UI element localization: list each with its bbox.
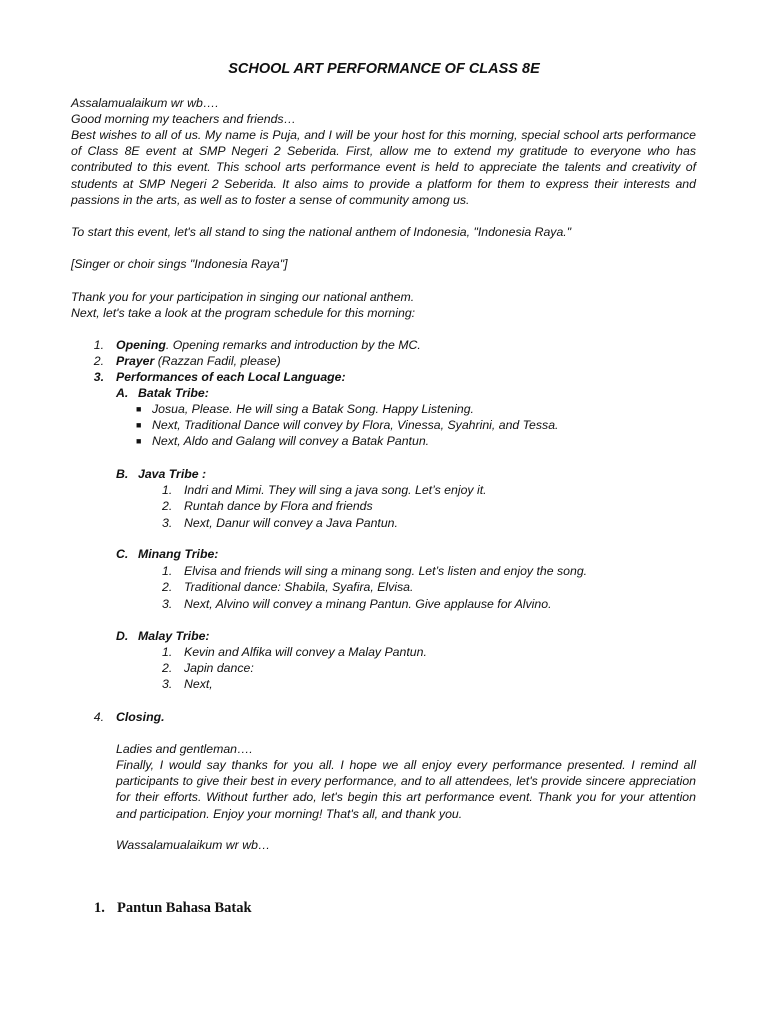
square-bullet-icon: ■ <box>136 420 142 430</box>
tribe-letter: A. <box>116 386 129 400</box>
tribe-heading-batak: Batak Tribe: <box>138 386 209 400</box>
sub-item-number: 2. <box>162 499 173 513</box>
sub-item-number: 1. <box>162 483 173 497</box>
closing-greeting: Ladies and gentleman…. <box>116 742 253 756</box>
program-item-performances: Performances of each Local Language: <box>116 370 346 384</box>
program-item-title: Prayer <box>116 354 155 368</box>
thanks-line: Thank you for your participation in singing our national anthem. <box>71 290 415 304</box>
program-item-number: 4. <box>93 710 104 724</box>
section-heading: Pantun Bahasa Batak <box>117 900 252 916</box>
closing-paragraph: Finally, I would say thanks for you all. I hope we all enjoy every performance presented. I remind all participants to give their best in every performance, and to all attendees, let's provide sincere appreciation for their efforts. Without further ado, let's begin this art performance event. Thank you for your attention and participation. Enjoy your morning! That's all, and thank you. <box>116 758 696 821</box>
sub-item-number: 3. <box>162 516 173 530</box>
program-item-number: 1. <box>93 338 104 352</box>
sub-item-number: 2. <box>162 580 173 594</box>
program-item-closing: Closing. <box>116 710 165 724</box>
java-item: Next, Danur will convey a Java Pantun. <box>184 516 398 530</box>
tribe-letter: B. <box>116 467 129 481</box>
tribe-heading-minang: Minang Tribe: <box>138 547 219 561</box>
intro-paragraph: Best wishes to all of us. My name is Puja, and I will be your host for this morning, special school arts performance of Class 8E event at SMP Negeri 2 Seberida. First, allow me to extend my gratitude to everyone who has contributed to this event. This school arts performance event is held to appreciate the talents and creativity of students at SMP Negeri 2 Seberida. It also aims to provide a platform for them to express their interests and passions in the arts, as well as to foster a sense of community among us. <box>71 128 696 207</box>
schedule-intro: Next, let's take a look at the program schedule for this morning: <box>71 306 416 320</box>
farewell: Wassalamualaikum wr wb… <box>116 838 271 852</box>
malay-item: Next, <box>184 677 213 691</box>
anthem-intro: To start this event, let's all stand to sing the national anthem of Indonesia, "Indonesia Raya." <box>71 225 572 239</box>
program-item-number: 2. <box>93 354 104 368</box>
greeting-salam: Assalamualaikum wr wb…. <box>71 96 219 110</box>
square-bullet-icon: ■ <box>136 404 142 414</box>
malay-item: Japin dance: <box>184 661 254 675</box>
java-item: Indri and Mimi. They will sing a java song. Let’s enjoy it. <box>184 483 487 497</box>
tribe-heading-java: Java Tribe : <box>138 467 207 481</box>
section-number: 1. <box>94 900 105 916</box>
sub-item-number: 1. <box>162 564 173 578</box>
tribe-letter: D. <box>116 629 129 643</box>
batak-item: Next, Aldo and Galang will convey a Batak Pantun. <box>152 434 430 448</box>
minang-item: Next, Alvino will convey a minang Pantun. Give applause for Alvino. <box>184 597 552 611</box>
program-item-opening <box>116 337 421 353</box>
program-item-number: 3. <box>93 370 104 384</box>
sub-item-number: 3. <box>162 677 173 691</box>
tribe-letter: C. <box>116 547 129 561</box>
program-item-title: Opening <box>116 338 166 352</box>
minang-item: Elvisa and friends will sing a minang song. Let’s listen and enjoy the song. <box>184 564 588 578</box>
greeting-morning: Good morning my teachers and friends… <box>71 112 296 126</box>
malay-item: Kevin and Alfika will convey a Malay Pantun. <box>184 645 427 659</box>
minang-item: Traditional dance: Shabila, Syafira, Elvisa. <box>184 580 414 594</box>
batak-item: Next, Traditional Dance will convey by Flora, Vinessa, Syahrini, and Tessa. <box>152 418 559 432</box>
program-item-desc: . Opening remarks and introduction by the MC. <box>165 338 421 352</box>
sub-item-number: 2. <box>162 661 173 675</box>
sub-item-number: 3. <box>162 597 173 611</box>
tribe-heading-malay: Malay Tribe: <box>138 629 210 643</box>
document-title: SCHOOL ART PERFORMANCE OF CLASS 8E <box>228 61 540 77</box>
java-item: Runtah dance by Flora and friends <box>184 499 373 513</box>
square-bullet-icon: ■ <box>136 436 142 446</box>
batak-item: Josua, Please. He will sing a Batak Song. Happy Listening. <box>152 402 474 416</box>
anthem-note: [Singer or choir sings "Indonesia Raya"] <box>71 257 288 271</box>
sub-item-number: 1. <box>162 645 173 659</box>
program-item-desc: (Razzan Fadil, please) <box>154 354 281 368</box>
program-item-prayer <box>116 353 281 369</box>
